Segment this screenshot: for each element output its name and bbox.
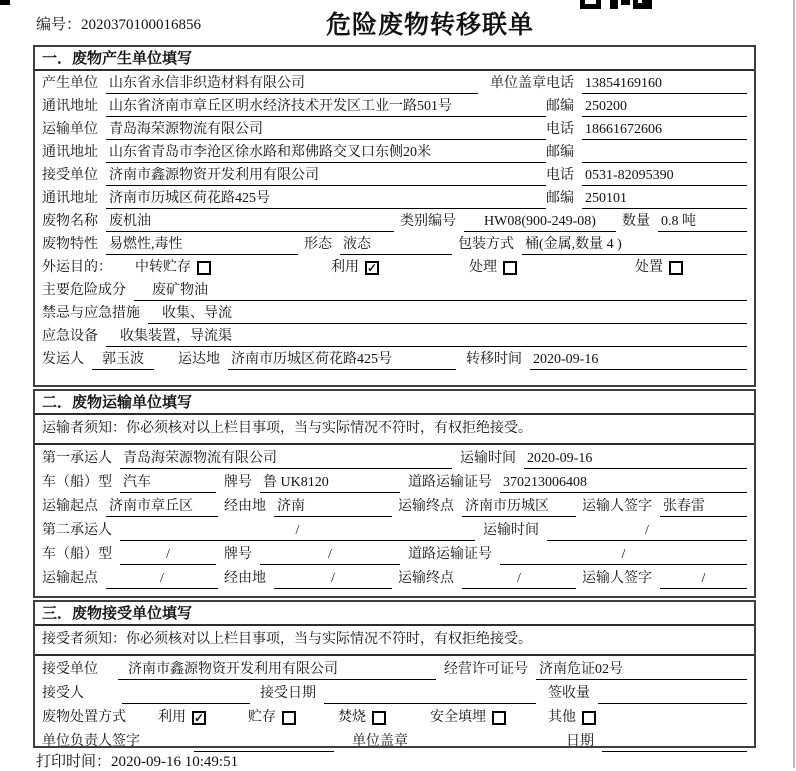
taboo-value: 收集、导流 [148,304,747,324]
waste-form-label: 形态 [304,237,332,252]
address-label: 通讯地址 [42,99,98,114]
route1-start-value: 济南市章丘区 [106,497,218,517]
transporter-row [35,117,754,140]
transporter-address-value: 山东省青岛市李沧区徐水路和郑佛路交叉口东侧20米 [106,143,546,163]
address-label: 通讯地址 [42,145,98,160]
purpose-option-dispose [635,258,683,278]
receiver-value: 济南市鑫源物资开发利用有限公司 [106,166,546,186]
vehicle1-type-value: 汽车 [120,473,216,493]
route-via-label: 经由地 [224,499,266,514]
accept-date-value [324,684,536,704]
waste-name-row [35,209,754,232]
accept-unit-label: 接受单位 [42,662,98,677]
option-label: 利用 [331,260,359,275]
permit-value: 济南危证02号 [536,660,747,680]
waste-code-value: HW08(900-249-08) [464,212,616,232]
signed-qty-value [598,684,747,704]
option-label: 贮存 [248,710,276,725]
taboo-measures-row [35,301,754,324]
option-label: 其他 [548,710,576,725]
receiver-row [35,163,754,186]
date-label: 日期 [566,734,594,749]
carrier2-label: 第二承运人 [42,523,112,538]
date-value [602,732,747,752]
transporter-phone-value: 18661672606 [582,120,747,140]
permit-label: 经营许可证号 [444,662,528,677]
scan-edge-artifact [0,0,10,5]
route-start-label: 运输起点 [42,499,98,514]
accept-unit-value: 济南市鑫源物资开发利用有限公司 [118,660,436,680]
vehicle-type-label: 车（船）型 [42,547,112,562]
carrier-sign-label: 运输人签字 [582,571,652,586]
transporter-address-row [35,140,754,163]
accept-person-row [35,680,754,704]
vehicle2-row [35,541,754,565]
producer-row [35,71,754,94]
main-hazard-row [35,278,754,301]
route2-end-value: / [462,569,576,589]
route-end-label: 运输终点 [398,571,454,586]
checkbox-treat [503,261,517,275]
equipment-label: 应急设备 [42,329,98,344]
disposal-option-landfill [430,708,506,728]
route-via-label: 经由地 [224,571,266,586]
option-label: 安全填埋 [430,710,486,725]
signed-qty-label: 签收量 [548,686,590,701]
producer-address-row [35,94,754,117]
main-hazard-value: 废矿物油 [134,281,747,301]
disposal-option-incinerate [338,708,386,728]
disposal-option-storage [248,708,296,728]
transporter-zip-value [582,143,747,163]
waste-form-value: 液态 [340,235,452,255]
vehicle1-license-value: 370213006408 [500,473,747,493]
disposal-option-other [548,708,596,728]
option-label: 处置 [635,260,663,275]
packing-value: 桶(金属,数量 4 ) [522,235,747,255]
vehicle1-row [35,469,754,493]
disposal-method-row [35,704,754,728]
section-transporter [33,389,756,598]
vehicle2-plate-value: / [260,545,400,565]
print-time-value: 2020-09-16 10:49:51 [111,754,239,770]
phone-label: 电话 [546,122,574,137]
checkbox-dispose [669,261,683,275]
unit-seal-label: 单位盖章 [352,734,408,749]
accept-date-label: 接受日期 [260,686,316,701]
receiver-phone-value: 0531-82095390 [582,166,747,186]
transporter-notice: 运输者须知：你必须核对以上栏目事项，当与实际情况不符时，有权拒绝接受。 [35,415,754,445]
taboo-label: 禁忌与应急措施 [42,306,140,321]
vehicle2-type-value: / [120,545,216,565]
packing-label: 包装方式 [458,237,514,252]
dispatcher-value: 郭玉波 [92,350,154,370]
destination-label: 运达地 [178,352,220,367]
carrier2-time-value: / [547,521,747,541]
vehicle-type-label: 车（船）型 [42,475,112,490]
purpose-option-utilize [331,258,379,278]
vehicle2-license-value: / [500,545,747,565]
route2-via-value: / [274,569,392,589]
option-label: 处理 [469,260,497,275]
disposal-option-utilize [158,708,206,728]
carrier2-value: / [120,521,475,541]
route1-row [35,493,754,517]
checkbox-utilize: ✓ [367,261,378,275]
waste-name-value: 废机油 [106,212,394,232]
carrier1-value: 青岛海荣源物流有限公司 [120,449,452,469]
zip-label: 邮编 [546,145,574,160]
waste-name-label: 废物名称 [42,214,98,229]
section-producer [33,45,756,387]
waste-traits-row [35,232,754,255]
producer-zip-value: 250200 [582,97,747,117]
purpose-label: 外运目的： [42,260,112,275]
phone-label: 电话 [546,168,574,183]
carrier2-row [35,517,754,541]
road-license-label: 道路运输证号 [408,547,492,562]
waste-traits-label: 废物特性 [42,237,98,252]
transfer-time-label: 转移时间 [466,352,522,367]
section2-header: 二．废物运输单位填写 [35,391,754,415]
purpose-option-storage [135,258,211,278]
carrier1-row [35,445,754,469]
waste-code-label: 类别编号 [400,214,456,229]
phone-label: 电话 [546,76,574,91]
responsible-sign-value [194,732,334,752]
transport-time-label: 运输时间 [483,523,539,538]
seal-label: 单位盖章 [490,76,546,91]
main-hazard-label: 主要危险成分 [42,283,126,298]
section3-header: 三．废物接受单位填写 [35,602,754,626]
route1-end-value: 济南市历城区 [462,497,576,517]
responsible-sign-row [35,728,754,752]
section-receiver [33,600,756,748]
responsible-sign-label: 单位负责人签字 [42,734,140,749]
producer-phone-value: 13854169160 [582,74,747,94]
transfer-purpose-row [35,255,754,278]
checkbox-disposal-utilize: ✓ [194,711,205,725]
route1-sign-value: 张春雷 [660,497,747,517]
section1-header: 一．废物产生单位填写 [35,47,754,71]
carrier1-time-value: 2020-09-16 [524,449,747,469]
accept-person-value [122,684,250,704]
checkbox-disposal-storage [282,711,296,725]
route-start-label: 运输起点 [42,571,98,586]
zip-label: 邮编 [546,191,574,206]
option-label: 焚烧 [338,710,366,725]
checkbox-disposal-landfill [492,711,506,725]
accept-person-label: 接受人 [42,686,84,701]
route-end-label: 运输终点 [398,499,454,514]
serial-label: 编号： [36,17,82,33]
dispatcher-label: 发运人 [42,352,84,367]
receiver-address-value: 济南市历城区荷花路425号 [106,189,546,209]
checkbox-disposal-other [582,711,596,725]
equipment-value: 收集装置，导流渠 [106,327,747,347]
producer-value: 山东省永信非织造材料有限公司 [106,74,478,94]
transporter-label: 运输单位 [42,122,98,137]
serial-value: 2020370100016856 [81,17,202,33]
route2-start-value: / [106,569,218,589]
transfer-time-value: 2020-09-16 [530,350,747,370]
print-time-label: 打印时间： [36,754,112,770]
accept-unit-row [35,656,754,680]
transport-time-label: 运输时间 [460,451,516,466]
carrier1-label: 第一承运人 [42,451,112,466]
plate-label: 牌号 [224,475,252,490]
vehicle1-plate-value: 鲁 UK8120 [260,473,400,493]
disposal-method-label: 废物处置方式 [42,710,126,725]
transporter-value: 青岛海荣源物流有限公司 [106,120,546,140]
option-label: 中转贮存 [135,260,191,275]
destination-value: 济南市历城区荷花路425号 [228,350,456,370]
waste-qty-label: 数量 [622,214,650,229]
receiver-label: 接受单位 [42,168,98,183]
receiver-zip-value: 250101 [582,189,747,209]
checkbox-disposal-incinerate [372,711,386,725]
receiver-notice: 接受者须知：你必须核对以上栏目事项，当与实际情况不符时，有权拒绝接受。 [35,626,754,656]
route2-row [35,565,754,589]
address-label: 通讯地址 [42,191,98,206]
road-license-label: 道路运输证号 [408,475,492,490]
option-label: 利用 [158,710,186,725]
receiver-address-row [35,186,754,209]
plate-label: 牌号 [224,547,252,562]
dispatch-row [35,347,754,370]
producer-address-value: 山东省济南市章丘区明水经济技术开发区工业一路501号 [106,97,546,117]
qr-code-fragment [580,0,652,9]
waste-traits-value: 易燃性,毒性 [106,235,298,255]
route1-via-value: 济南 [274,497,392,517]
emergency-equipment-row [35,324,754,347]
checkbox-transfer-storage [197,261,211,275]
waste-qty-value: 0.8 吨 [658,212,747,232]
purpose-option-treat [469,258,517,278]
route2-sign-value: / [660,569,747,589]
page-title: 危险废物转移联单 [325,12,534,39]
carrier-sign-label: 运输人签字 [582,499,652,514]
producer-label: 产生单位 [42,76,98,91]
page-right-edge-line [793,0,795,768]
zip-label: 邮编 [546,99,574,114]
